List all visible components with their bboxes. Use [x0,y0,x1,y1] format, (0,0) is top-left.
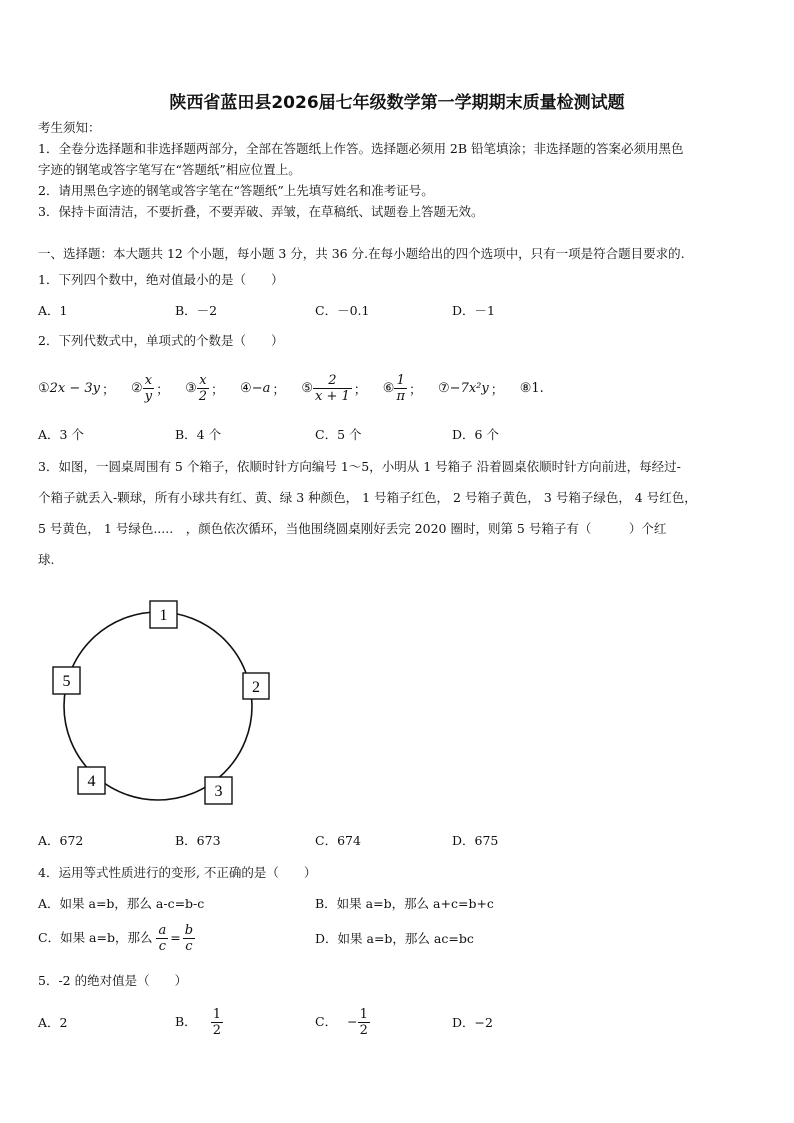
q5-option-a: A．2 [38,1015,68,1030]
q2-expr-5: ⑤ $\frac{2}{x + 1}$ ； [301,372,367,404]
q5-option-b: B． $\frac{1}{2}$ [175,1006,221,1038]
q3-line-3: 5 号黄色， 1 号绿色..... ，颜色依次循环，当他围绕圆桌刚好丢完 2020 圈时，则第 5 号箱子有（ ）个红 [38,521,667,536]
q2-expr-8: ⑧1. [519,380,544,396]
box-2 [243,673,269,699]
q2-expr-1: ① 2x − 3y ； [38,380,116,398]
q2-option-d: D．6 个 [452,427,499,442]
q5-stem: 5．-2 的绝对值是（ ） [38,973,188,988]
q4-stem: 4．运用等式性质进行的变形, 不正确的是（ ） [38,865,317,880]
q4-option-d: D．如果 a=b，那么 ac=bc [315,931,474,946]
q2-expr-4: ④ −a ； [240,380,286,398]
q2-option-b: B．4 个 [175,427,222,442]
box-4 [78,767,105,794]
q2-option-c: C．5 个 [315,427,362,442]
q5-option-c: C． − $\frac{1}{2}$ [315,1006,368,1038]
q3-option-c: C．674 [315,833,361,848]
q3-line-2: 个箱子就丢入-颗球，所有小球共有红、黄、绿 3 种颜色， 1 号箱子红色， 2 号箱子黄色， 3 号箱子绿色， 4 号红色， [38,490,697,505]
page-title: 陕西省蓝田县2026届七年级数学第一学期期末质量检测试题 [169,93,625,113]
section-heading: 一、选择题：本大题共 12 个小题，每小题 3 分，共 36 分.在每小题给出的四个选项中，只有一项是符合题目要求的. [38,246,685,261]
svg-text:2: 2 [252,679,260,696]
svg-text:3: 3 [214,783,223,800]
notice-item-1-line-2: 字迹的钢笔或答字笔写在“答题纸”相应位置上。 [38,162,301,177]
notice-item-3: 3．保持卡面清洁，不要折叠，不要弄破、弄皱，在草稿纸、试题卷上答题无效。 [38,204,484,219]
q3-option-b: B．673 [175,833,221,848]
box-1 [150,601,177,628]
q1-option-b: B．－2 [175,303,218,318]
q2-expr-3: ③ $\frac{x}{2}$ ； [185,372,225,404]
box-5 [53,667,80,694]
notice-item-2: 2．请用黑色字迹的钢笔或答字笔在“答题纸”上先填写姓名和准考证号。 [38,183,434,198]
q3-line-1: 3．如图，一圆桌周围有 5 个箱子，依顺时针方向编号 1～5，小明从 1 号箱子 沿着圆桌依顺时针方向前进，每经过- [38,459,681,474]
q5-option-d: D．−2 [452,1015,493,1030]
notice-item-1-line-1: 1．全卷分选择题和非选择题两部分，全部在答题纸上作答。选择题必须用 2B 铅笔填涂；非选择题的答案必须用黑色 [38,141,684,156]
round-table-diagram [48,598,278,813]
q4-option-a: A．如果 a=b，那么 a-c=b-c [38,896,205,911]
q2-stem: 2．下列代数式中，单项式的个数是（ ） [38,333,284,348]
q1-stem: 1．下列四个数中，绝对值最小的是（ ） [38,272,284,287]
q2-expr-7: ⑦ −7x²y ； [438,380,504,398]
q2-expression-list [38,368,554,408]
q4-option-c: C．如果 a=b，那么 $\frac{a}{c}$ = $\frac{b}{c}$ [38,922,194,954]
q1-option-d: D．－1 [452,303,495,318]
q1-option-a: A．1 [38,303,68,318]
notice-heading: 考生须知： [38,120,101,135]
q2-expr-6: ⑥ $\frac{1}{\pi}$ ； [382,372,423,404]
q4-option-b: B．如果 a=b，那么 a+c=b+c [315,896,494,911]
svg-text:1: 1 [159,607,168,624]
q3-option-d: D．675 [452,833,499,848]
q2-expr-2: ② $\frac{x}{y}$ ； [131,372,170,404]
svg-text:4: 4 [87,773,96,790]
q3-option-a: A．672 [38,833,84,848]
box-3 [205,777,232,804]
svg-text:5: 5 [62,673,71,690]
q2-option-a: A．3 个 [38,427,84,442]
q1-option-c: C．－0.1 [315,303,370,318]
q3-line-4: 球. [38,552,55,567]
